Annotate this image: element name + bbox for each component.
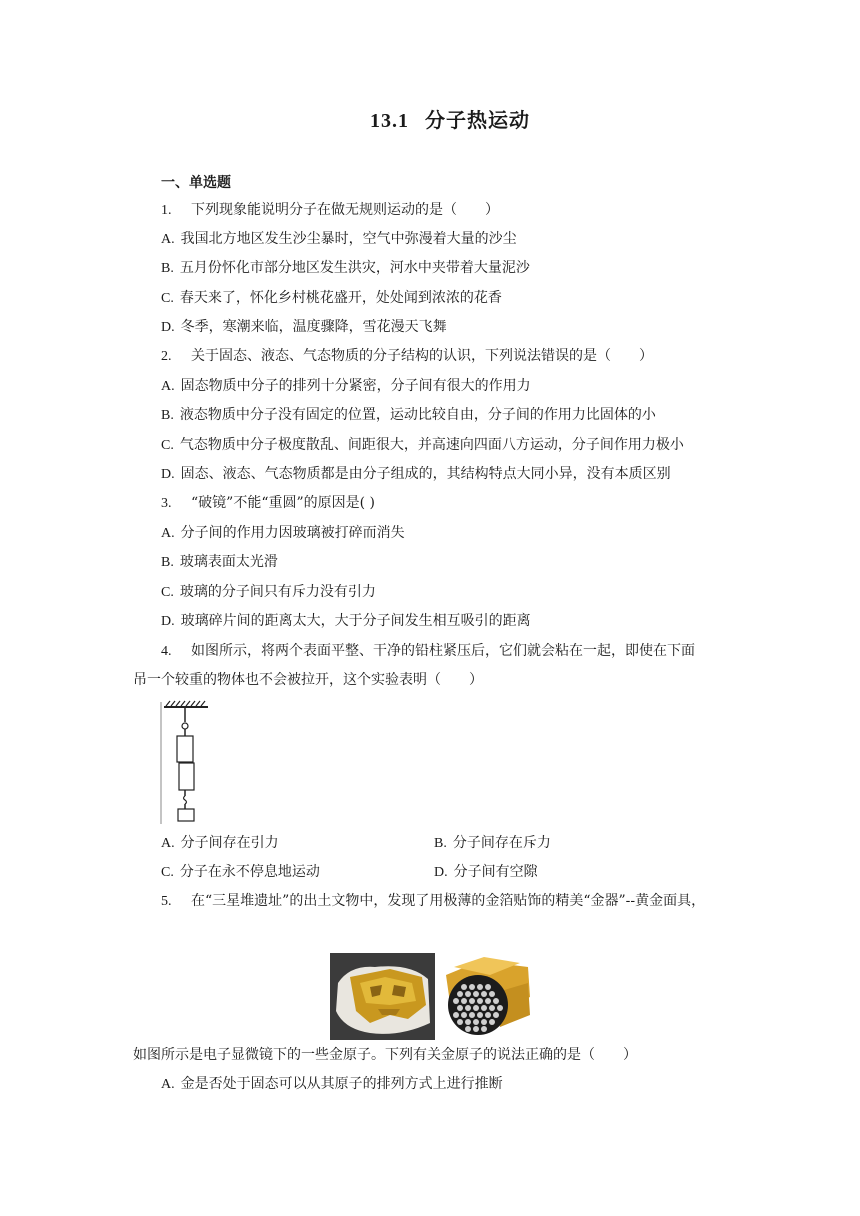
question-5-stem bbox=[161, 892, 705, 911]
question-number: 2. bbox=[161, 349, 172, 364]
title-text: 分子热运动 bbox=[425, 108, 530, 132]
page-title bbox=[0, 104, 860, 133]
question-2-option-a: A. 固态物质中分子的排列十分紧密，分子间有很大的作用力 bbox=[161, 378, 531, 394]
question-text: 下列现象能说明分子在做无规则运动的是（ ） bbox=[191, 202, 499, 218]
question-3-option-d: D. 玻璃碎片间的距离太大，大于分子间发生相互吸引的距离 bbox=[161, 613, 531, 629]
question-1-option-c: C. 春天来了，怀化乡村桃花盛开，处处闻到浓浓的花香 bbox=[161, 290, 502, 306]
question-2-stem bbox=[161, 347, 653, 366]
question-number: 4. bbox=[161, 644, 172, 659]
question-3-option-b: B. 玻璃表面太光滑 bbox=[161, 554, 278, 570]
question-2-option-d: D. 固态、液态、气态物质都是由分子组成的，其结构特点大同小异，没有本质区别 bbox=[161, 466, 671, 482]
title-number: 13.1 bbox=[370, 110, 409, 132]
question-number: 5. bbox=[161, 894, 172, 909]
question-1-option-a: A. 我国北方地区发生沙尘暴时，空气中弥漫着大量的沙尘 bbox=[161, 231, 517, 247]
question-3-option-a: A. 分子间的作用力因玻璃被打碎而消失 bbox=[161, 525, 405, 541]
question-1-option-b: B. 五月份怀化市部分地区发生洪灾，河水中夹带着大量泥沙 bbox=[161, 260, 530, 276]
question-5-stem-continued: 如图所示是电子显微镜下的一些金原子。下列有关金原子的说法正确的是（ ） bbox=[133, 1047, 637, 1063]
lead-cylinder-figure bbox=[160, 700, 212, 826]
question-4-option-d: D. 分子间有空隙 bbox=[434, 864, 538, 880]
question-3-stem bbox=[161, 494, 375, 513]
question-3-option-c: C. 玻璃的分子间只有斥力没有引力 bbox=[161, 584, 376, 600]
question-4-option-a: A. 分子间存在引力 bbox=[161, 835, 279, 851]
question-text: 如图所示，将两个表面平整、干净的铅柱紧压后，它们就会粘在一起，即使在下面 bbox=[191, 643, 695, 659]
question-number: 1. bbox=[161, 203, 172, 218]
question-text: “破镜”不能“重圆”的原因是( ) bbox=[191, 495, 376, 511]
question-text: 关于固态、液态、气态物质的分子结构的认识，下列说法错误的是（ ） bbox=[191, 348, 653, 364]
question-4-option-b: B. 分子间存在斥力 bbox=[434, 835, 551, 851]
question-4-option-c: C. 分子在永不停息地运动 bbox=[161, 864, 320, 880]
question-1-stem bbox=[161, 201, 499, 220]
question-2-option-b: B. 液态物质中分子没有固定的位置，运动比较自由，分子间的作用力比固体的小 bbox=[161, 407, 656, 423]
gold-mask-photo bbox=[330, 953, 435, 1040]
question-5-option-a: A. 金是否处于固态可以从其原子的排列方式上进行推断 bbox=[161, 1076, 503, 1092]
question-text: 在“三星堆遗址”的出土文物中，发现了用极薄的金箔贴饰的精美“金器”--黄金面具， bbox=[191, 893, 706, 909]
section-heading: 一、单选题 bbox=[161, 175, 231, 191]
question-number: 3. bbox=[161, 496, 172, 511]
question-4-stem-continued: 吊一个较重的物体也不会被拉开，这个实验表明（ ） bbox=[133, 672, 483, 688]
gold-atoms-photo bbox=[440, 953, 532, 1040]
question-1-option-d: D. 冬季，寒潮来临，温度骤降，雪花漫天飞舞 bbox=[161, 319, 447, 335]
question-4-stem bbox=[161, 642, 695, 661]
question-2-option-c: C. 气态物质中分子极度散乱、间距很大，并高速向四面八方运动，分子间作用力极小 bbox=[161, 437, 684, 453]
